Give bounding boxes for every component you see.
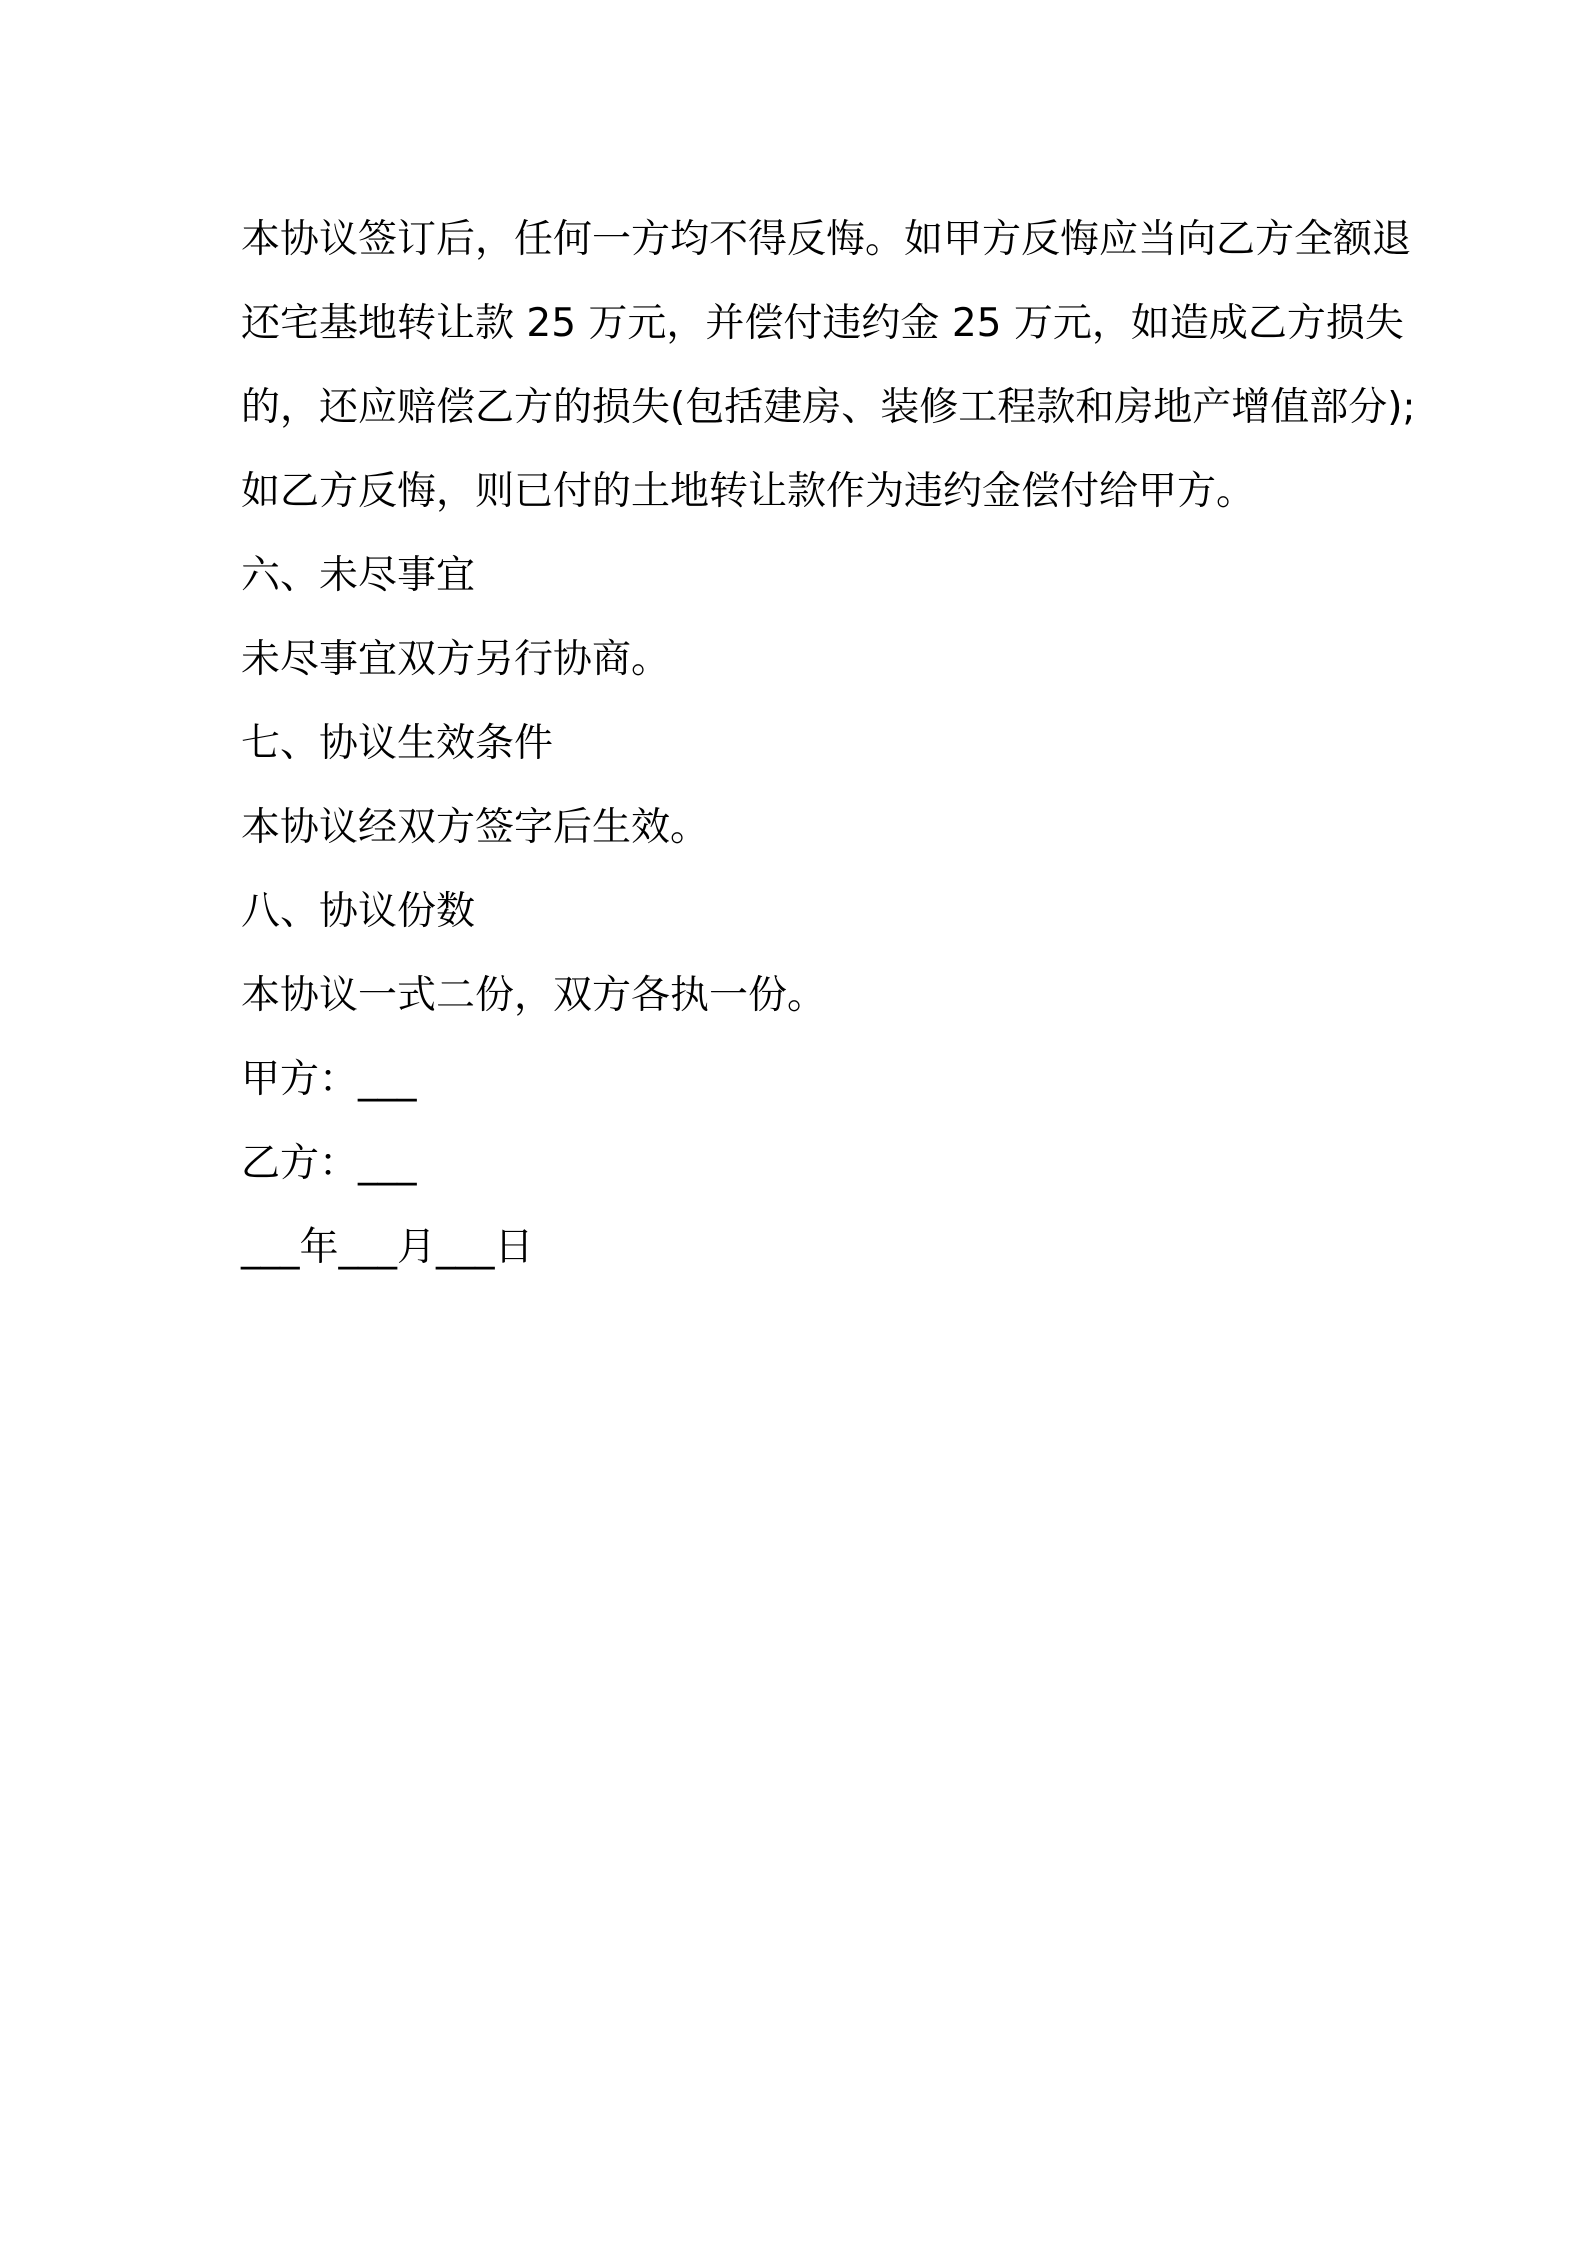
section-6-heading: 六、未尽事宜 bbox=[241, 553, 476, 598]
section-8-body: 本协议一式二份，双方各执一份。 bbox=[241, 973, 827, 1018]
section-8-heading: 八、协议份数 bbox=[241, 889, 476, 934]
breach-clause-line-3: 的，还应赔偿乙方的损失(包括建房、装修工程款和房地产增值部分); bbox=[241, 385, 1416, 430]
party-a-signature: 甲方：___ bbox=[241, 1057, 417, 1102]
breach-clause-line-1: 本协议签订后，任何一方均不得反悔。如甲方反悔应当向乙方全额退 bbox=[241, 217, 1412, 262]
signing-date: ___年___月___日 bbox=[241, 1225, 534, 1270]
section-6-body: 未尽事宜双方另行协商。 bbox=[241, 637, 671, 682]
section-7-heading: 七、协议生效条件 bbox=[241, 721, 554, 766]
section-7-body: 本协议经双方签字后生效。 bbox=[241, 805, 710, 850]
party-b-signature: 乙方：___ bbox=[241, 1141, 417, 1186]
breach-clause-line-4: 如乙方反悔，则已付的土地转让款作为违约金偿付给甲方。 bbox=[241, 469, 1256, 514]
document-body bbox=[241, 198, 1416, 1290]
breach-clause-line-2: 还宅基地转让款 25 万元，并偿付违约金 25 万元，如造成乙方损失 bbox=[241, 301, 1404, 346]
